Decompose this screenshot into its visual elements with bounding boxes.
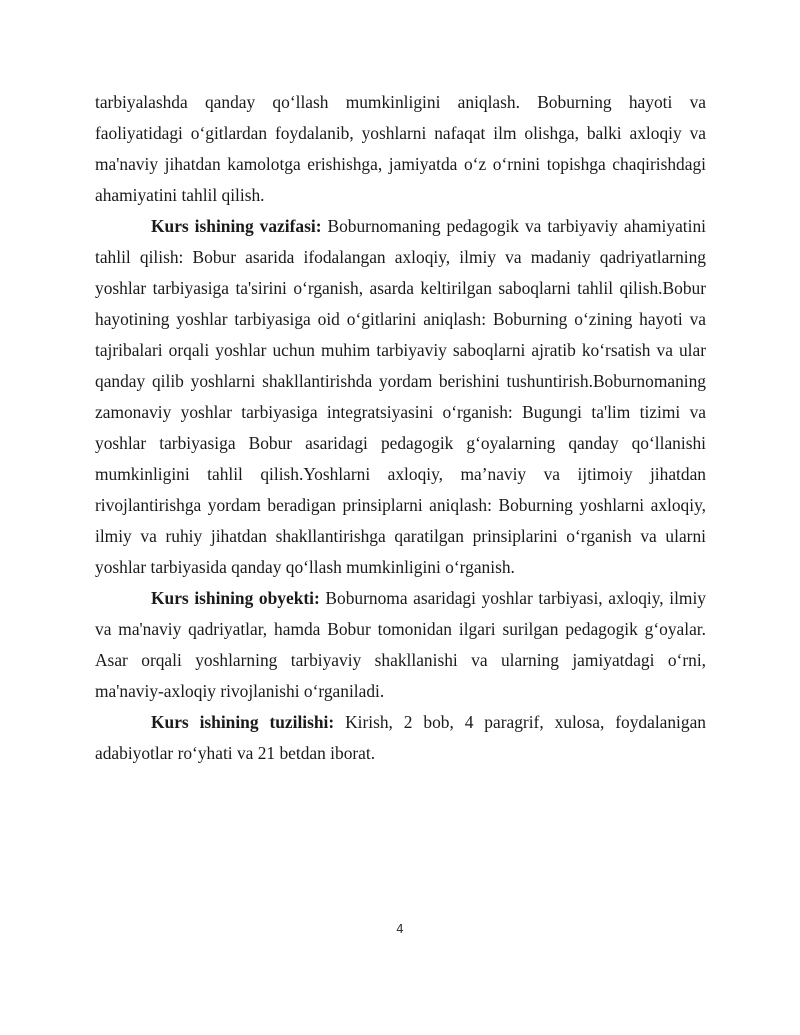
paragraph-text: Boburnoma asaridagi yoshlar tarbiyasi, axloqiy, ilmiy va ma'naviy qadriyatlar, hamda Bobur tomonidan ilgari surilgan pedagogik g‘oyalar. Asar orqali yoshlarning tarbiyaviy shakllanishi va ularning jamiyatdagi o‘rni, ma'naviy-axloqiy rivojlanishi o‘rganiladi. bbox=[95, 588, 706, 701]
paragraph-text: tarbiyalashda qanday qo‘llash mumkinligini aniqlash. Boburning hayoti va faoliyatidagi o‘gitlardan foydalanib, yoshlarni nafaqat ilm olishga, balki axloqiy va ma'naviy jihatdan kamolotga erishishga, jamiyatda o‘z o‘rnini topishga chaqirishdagi ahamiyatini tahlil qilish. bbox=[95, 92, 706, 205]
page-number: 4 bbox=[396, 922, 404, 936]
paragraph-heading: Kurs ishining obyekti: bbox=[151, 588, 320, 608]
paragraph-purpose-continuation bbox=[95, 87, 706, 211]
paragraph-course-object bbox=[95, 583, 706, 707]
paragraph-text: Boburnomaning pedagogik va tarbiyaviy ahamiyatini tahlil qilish: Bobur asarida ifodalangan axloqiy, ilmiy va madaniy qadriyatlarning yoshlar tarbiyasiga ta'sirini o‘rganish, asarda keltirilgan saboqlarni tahlil qilish.Bobur hayotining yoshlar tarbiyasiga oid o‘gitlarini aniqlash: Boburning o‘zining hayoti va tajribalari orqali yoshlar uchun muhim tarbiyaviy saboqlarni ajratib ko‘rsatish va ular qanday qilib yoshlarni shakllantirishda yordam berishini tushuntirish.Boburnomaning zamonaviy yoshlar tarbiyasiga integratsiyasini o‘rganish: Bugungi ta'lim tizimi va yoshlar tarbiyasiga Bobur asaridagi pedagogik g‘oyalarning qanday qo‘llanishi mumkinligini tahlil qilish.Yoshlarni axloqiy, ma’naviy va ijtimoiy jihatdan rivojlantirishga yordam beradigan prinsiplarni aniqlash: Boburning yoshlarni axloqiy, ilmiy va ruhiy jihatdan shakllantirishga qaratilgan prinsiplarini o‘rganish va ularni yoshlar tarbiyasida qanday qo‘llash mumkinligini o‘rganish. bbox=[95, 216, 706, 577]
paragraph-course-tasks bbox=[95, 211, 706, 583]
document-body bbox=[95, 87, 706, 769]
paragraph-text: Kirish, 2 bob, 4 paragrif, xulosa, foydalanigan adabiyotlar ro‘yhati va 21 betdan iborat. bbox=[95, 712, 707, 763]
paragraph-heading: Kurs ishining vazifasi: bbox=[151, 216, 322, 236]
paragraph-heading: Kurs ishining tuzilishi: bbox=[151, 712, 335, 732]
paragraph-course-structure bbox=[95, 707, 706, 769]
